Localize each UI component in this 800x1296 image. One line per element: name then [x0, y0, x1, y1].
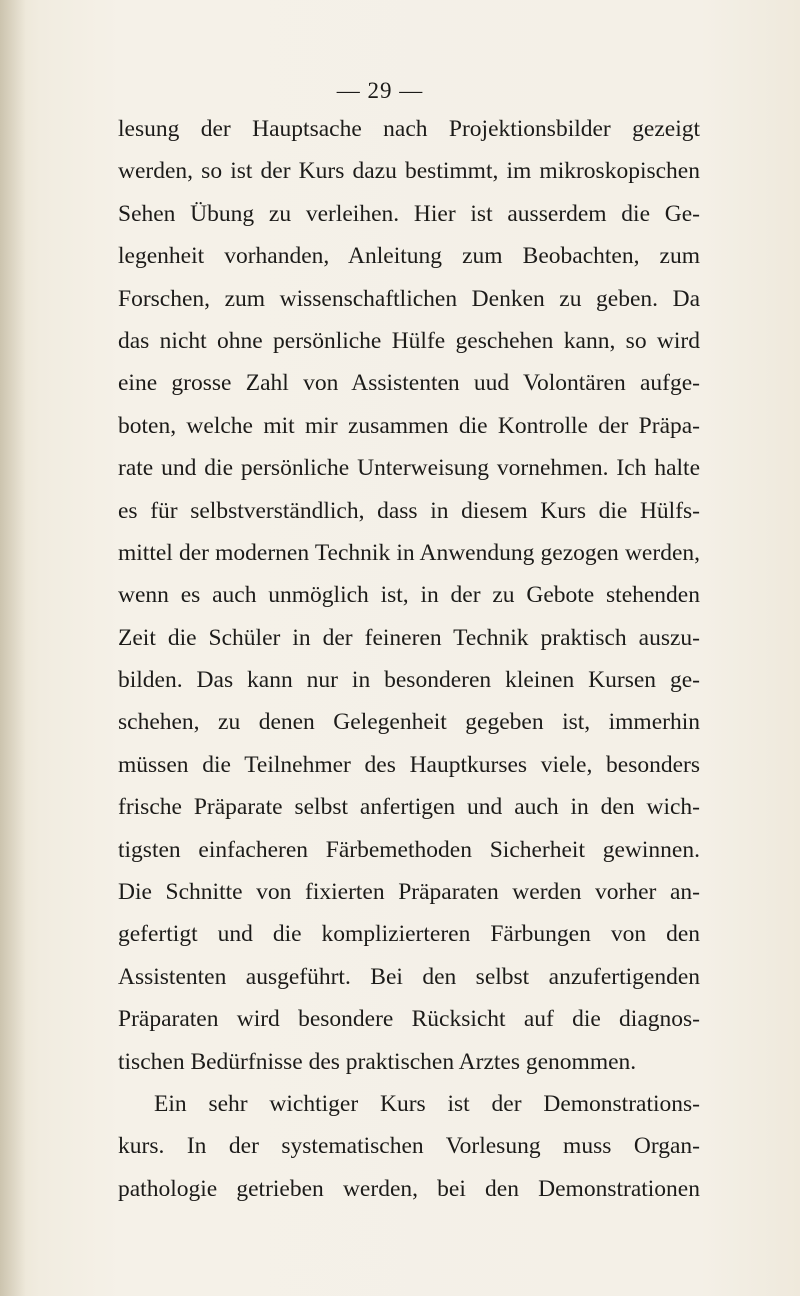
text-line: kurs. In der systematischen Vorlesung muss Organ- — [118, 1133, 700, 1160]
text-line: Sehen Übung zu verleihen. Hier ist ausserdem die Ge- — [118, 200, 700, 227]
body-text — [118, 108, 700, 1210]
text-line: frische Präparate selbst anfertigen und auch in den wich- — [118, 794, 700, 821]
text-line: gefertigt und die komplizierteren Färbungen von den — [118, 921, 700, 948]
text-line: Forschen, zum wissenschaftlichen Denken zu geben. Da — [118, 285, 700, 312]
page-gutter-shadow — [0, 0, 26, 1296]
text-line: rate und die persönliche Unterweisung vornehmen. Ich halte — [118, 455, 700, 482]
text-line: schehen, zu denen Gelegenheit gegeben ist, immerhin — [118, 709, 700, 736]
text-line: boten, welche mit mir zusammen die Kontrolle der Präpa- — [118, 412, 700, 439]
text-line: es für selbstverständlich, dass in diesem Kurs die Hülfs- — [118, 497, 700, 524]
page-number: — 29 — — [336, 78, 424, 103]
text-line: Die Schnitte von fixierten Präparaten werden vorher an- — [118, 879, 700, 906]
text-line: legenheit vorhanden, Anleitung zum Beobachten, zum — [118, 243, 700, 270]
text-line: pathologie getrieben werden, bei den Demonstrationen — [118, 1175, 700, 1202]
text-line: das nicht ohne persönliche Hülfe geschehen kann, so wird — [118, 327, 700, 354]
text-line: müssen die Teilnehmer des Hauptkurses viele, besonders — [118, 751, 700, 778]
text-line: Assistenten ausgeführt. Bei den selbst anzufertigenden — [118, 963, 700, 990]
text-line: tischen Bedürfnisse des praktischen Arztes genommen. — [118, 1048, 637, 1075]
text-line: werden, so ist der Kurs dazu bestimmt, im mikroskopischen — [118, 158, 700, 185]
text-line: Präparaten wird besondere Rücksicht auf die diagnos- — [118, 1006, 700, 1033]
text-line: tigsten einfacheren Färbemethoden Sicherheit gewinnen. — [118, 836, 700, 863]
text-line: lesung der Hauptsache nach Projektionsbilder gezeigt — [118, 116, 700, 142]
text-line: bilden. Das kann nur in besonderen kleinen Kursen ge- — [118, 667, 700, 694]
paragraph-start-line: Ein sehr wichtiger Kurs ist der Demonstrations- — [154, 1090, 700, 1117]
text-line: wenn es auch unmöglich ist, in der zu Gebote stehenden — [118, 582, 700, 609]
text-line: Zeit die Schüler in der feineren Technik praktisch auszu- — [118, 624, 700, 651]
text-line: mittel der modernen Technik in Anwendung gezogen werden, — [118, 539, 700, 566]
text-line: eine grosse Zahl von Assistenten uud Volontären aufge- — [118, 370, 700, 397]
